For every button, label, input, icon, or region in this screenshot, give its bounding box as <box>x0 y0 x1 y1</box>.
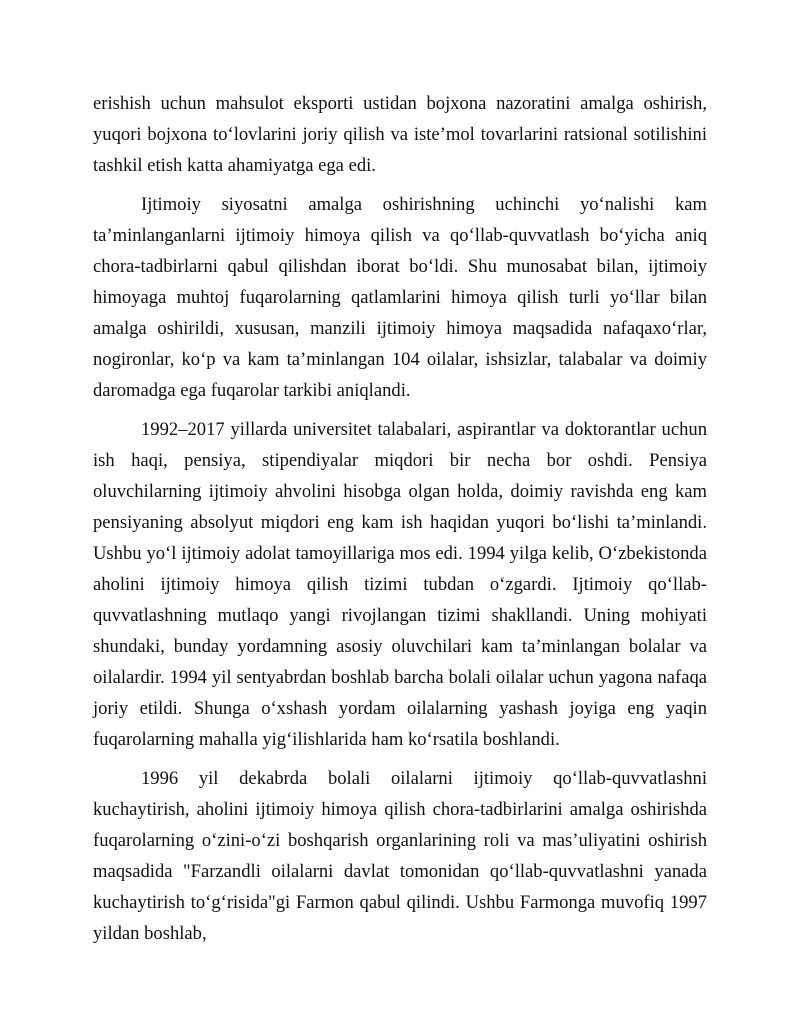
paragraph-social-policy-third-direction: Ijtimoiy siyosatni amalga oshirishning uchinchi yo‘nalishi kam ta’minlanganlarni ijtimoiy himoya qilish va qo‘llab-quvvatlash bo‘yicha aniq chora-tadbirlarni qabul qilishdan iborat bo‘ldi. Shu munosabat bilan, ijtimoiy himoyaga muhtoj fuqarolarning qatlamlarini himoya qilish turli yo‘llar bilan amalga oshirildi, xususan, manzili ijtimoiy himoya maqsadida nafaqaxo‘rlar, nogironlar, ko‘p va kam ta’minlangan 104 oilalar, ishsizlar, talabalar va doimiy daromadga ega fuqarolar tarkibi aniqlandi. <box>93 194 707 401</box>
paragraph-continuation: erishish uchun mahsulot eksporti ustidan bojxona nazoratini amalga oshirish, yuqori bojxona to‘lovlarini joriy qilish va iste’mol tovarlarini ratsional sotilishini tashkil etish katta ahamiyatga ega edi. <box>93 93 707 176</box>
paragraph-1996-decree: 1996 yil dekabrda bolali oilalarni ijtimoiy qo‘llab-quvvatlashni kuchaytirish, aholini ijtimoiy himoya qilish chora-tadbirlarini amalga oshirishda fuqarolarning o‘zini-o‘zi boshqarish organlarining roli va mas’uliyatini oshirish maqsadida "Farzandli oilalarni davlat tomonidan qo‘llab-quvvatlashni yanada kuchaytirish to‘g‘risida"gi Farmon qabul qilindi. Ushbu Farmonga muvofiq 1997 yildan boshlab, <box>93 768 707 944</box>
paragraph-1992-2017-social-protection: 1992–2017 yillarda universitet talabalari, aspirantlar va doktorantlar uchun ish haqi, pensiya, stipendiyalar miqdori bir necha bor oshdi. Pensiya oluvchilarning ijtimoiy ahvolini hisobga olgan holda, doimiy ravishda eng kam pensiyaning absolyut miqdori eng kam ish haqidan yuqori bo‘lishi ta’minlandi. Ushbu yo‘l ijtimoiy adolat tamoyillariga mos edi. 1994 yilga kelib, O‘zbekistonda aholini ijtimoiy himoya qilish tizimi tubdan o‘zgardi. Ijtimoiy qo‘llab-quvvatlashning mutlaqo yangi rivojlangan tizimi shakllandi. Uning mohiyati shundaki, bunday yordamning asosiy oluvchilari kam ta’minlangan bolalar va oilalardir. 1994 yil sentyabrdan boshlab barcha bolali oilalar uchun yagona nafaqa joriy etildi. Shunga o‘xshash yordam oilalarning yashash joyiga eng yaqin fuqarolarning mahalla yig‘ilishlarida ham ko‘rsatila boshlandi. <box>93 419 707 750</box>
document-page <box>93 88 707 949</box>
